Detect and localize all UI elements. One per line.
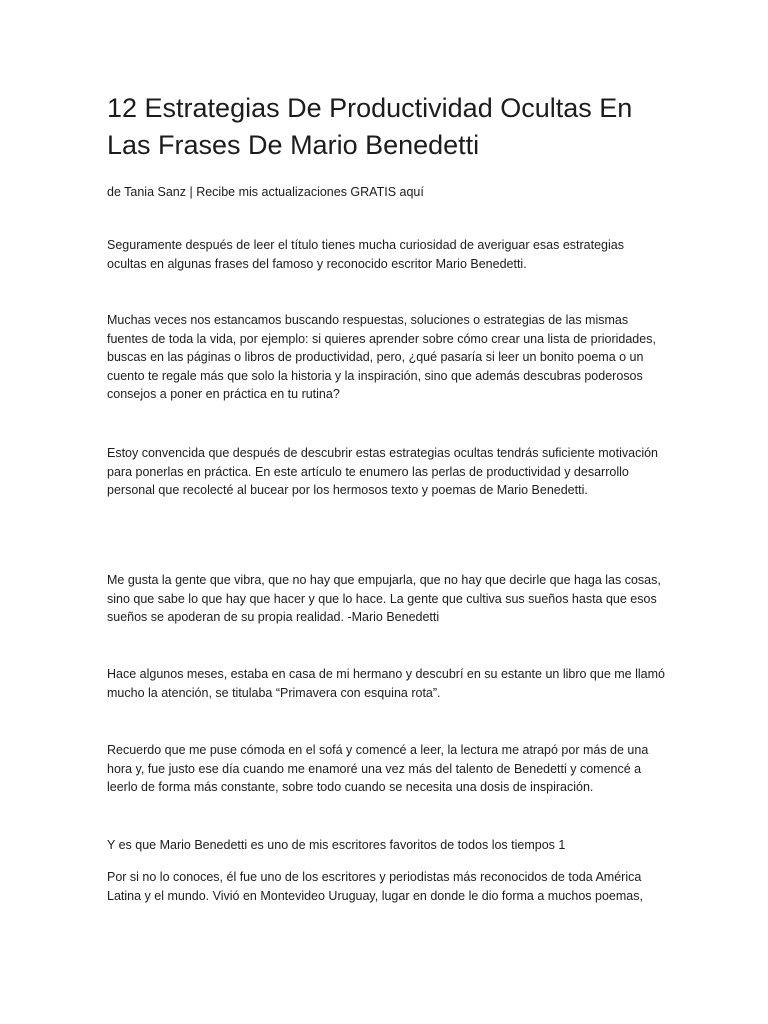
paragraph-intro: Seguramente después de leer el título tienes mucha curiosidad de averiguar esas estrategias ocultas en algunas frases del famoso y reconocido escritor Mario Benedetti.	[107, 238, 624, 271]
paragraph: Y es que Mario Benedetti es uno de mis escritores favoritos de todos los tiempos 1	[107, 838, 566, 852]
page-title: 12 Estrategias De Productividad Ocultas En Las Frases De Mario Benedetti	[107, 93, 633, 160]
quote-paragraph: Me gusta la gente que vibra, que no hay que empujarla, que no hay que decirle que haga las cosas, sino que sabe lo que hay que hacer y que lo hace. La gente que cultiva sus sueños hasta que esos sueños se apoderan de su propia realidad. -Mario Benedetti	[107, 573, 661, 624]
paragraph: Por si no lo conoces, él fue uno de los escritores y periodistas más reconocidos de toda América Latina y el mundo. Vivió en Montevideo Uruguay, lugar en donde le dio forma a muchos poemas,	[107, 870, 643, 903]
author-byline: de Tania Sanz | Recibe mis actualizaciones GRATIS aquí	[107, 185, 424, 199]
paragraph: Hace algunos meses, estaba en casa de mi hermano y descubrí en su estante un libro que me llamó mucho la atención, se titulaba “Primavera con esquina rota”.	[107, 667, 665, 700]
paragraph: Muchas veces nos estancamos buscando respuestas, soluciones o estrategias de las mismas fuentes de toda la vida, por ejemplo: si quieres aprender sobre cómo crear una lista de prioridades, buscas en las páginas o libros de productividad, pero, ¿qué pasaría si leer un bonito poema o un cuento te regale más que solo la historia y la inspiración, sino que además descubras poderosos consejos a poner en práctica en tu rutina?	[107, 313, 656, 401]
paragraph: Recuerdo que me puse cómoda en el sofá y comencé a leer, la lectura me atrapó por más de una hora y, fue justo ese día cuando me enamoré una vez más del talento de Benedetti y comencé a leerlo de forma más constante, sobre todo cuando se necesita una dosis de inspiración.	[107, 743, 649, 794]
paragraph: Estoy convencida que después de descubrir estas estrategias ocultas tendrás suficiente motivación para ponerlas en práctica. En este artículo te enumero las perlas de productividad y desarrollo personal que recolecté al bucear por los hermosos texto y poemas de Mario Benedetti.	[107, 446, 659, 497]
